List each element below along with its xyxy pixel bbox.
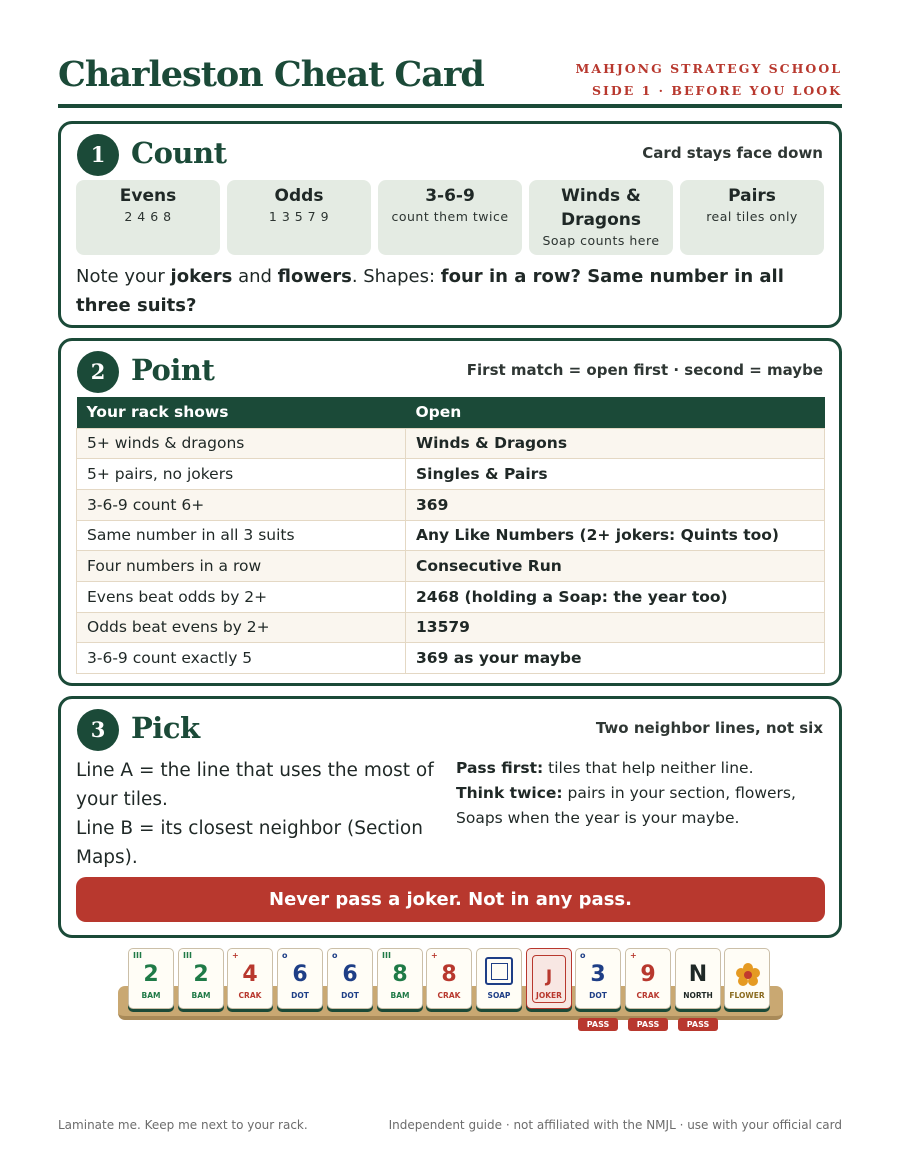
line-a-definition: Line A = the line that uses the most of your tiles.: [76, 760, 434, 810]
think-twice-rule: [456, 781, 826, 831]
suit-mark-icon: +: [630, 951, 637, 960]
mahjong-tile: [377, 948, 423, 1009]
rack-condition: Four numbers in a row: [77, 551, 406, 582]
open-line: 369: [406, 489, 825, 520]
tip-text: . Shapes:: [351, 266, 441, 287]
tile-suit-label: BAM: [390, 991, 410, 1000]
suit-mark-icon: o: [282, 951, 288, 960]
page-title: Charleston Cheat Card: [58, 54, 484, 95]
tile-glyph: N: [688, 962, 708, 987]
tile-suit-label: BAM: [141, 991, 161, 1000]
section-note: First match = open first · second = maybe: [466, 361, 823, 379]
table-row: [77, 489, 825, 520]
tile-suit-label: SOAP: [487, 991, 511, 1000]
tile-glyph: 4: [242, 962, 258, 987]
category-title: 3-6-9: [425, 186, 475, 206]
rack-condition: Evens beat odds by 2+: [77, 581, 406, 612]
tile-suit-label: FLOWER: [729, 991, 765, 1000]
category-title: Winds &: [561, 186, 641, 206]
tile-suit-label: DOT: [291, 991, 309, 1000]
count-section: [58, 121, 842, 328]
open-line: 2468 (holding a Soap: the year too): [406, 581, 825, 612]
point-section: [58, 338, 842, 686]
suit-mark-icon: III: [382, 951, 391, 960]
open-line: Singles & Pairs: [406, 459, 825, 490]
category-title: Evens: [119, 186, 177, 206]
rule-text: tiles that help neither line.: [543, 759, 754, 777]
section-title: Point: [131, 353, 215, 387]
section-note: Card stays face down: [642, 144, 823, 162]
rule-text: pairs in your section, flowers, Soaps when the year is your maybe.: [456, 784, 796, 827]
mahjong-tile: [277, 948, 323, 1009]
suit-mark-icon: +: [232, 951, 239, 960]
header-rule: [58, 104, 842, 108]
suit-mark-icon: o: [580, 951, 586, 960]
tip-text: Note your: [76, 266, 171, 287]
table-row: [77, 581, 825, 612]
mahjong-tile: [675, 948, 721, 1009]
line-b-definition: Line B = its closest neighbor (Section Maps).: [76, 818, 423, 868]
table-row: [77, 428, 825, 459]
table-row: [77, 643, 825, 674]
tip-bold: four in a row? Same number in all three suits?: [76, 266, 784, 316]
tile-glyph: 2: [193, 962, 209, 987]
rack-condition: Odds beat evens by 2+: [77, 612, 406, 643]
count-categories: [76, 180, 824, 255]
mahjong-tile: [128, 948, 174, 1009]
mahjong-tile: [227, 948, 273, 1009]
column-header: Open: [406, 397, 825, 428]
line-definitions: [76, 756, 436, 872]
tile-glyph: 6: [292, 962, 308, 987]
mahjong-tile: [526, 948, 572, 1009]
rack-condition: 3-6-9 count 6+: [77, 489, 406, 520]
footer-note: Laminate me. Keep me next to your rack.: [58, 1118, 308, 1132]
tile-glyph: 8: [441, 962, 457, 987]
pass-tag: PASS: [678, 1018, 718, 1031]
page-header: [58, 50, 842, 110]
column-header: Your rack shows: [77, 397, 406, 428]
table-row: [77, 612, 825, 643]
open-line: Any Like Numbers (2+ jokers: Quints too): [406, 520, 825, 551]
pass-first-rule: [456, 756, 826, 781]
tile-suit-label: CRAK: [437, 991, 461, 1000]
tile-suit-label: BAM: [191, 991, 211, 1000]
category-box-evens: [76, 180, 220, 255]
suit-mark-icon: +: [431, 951, 438, 960]
table-row: [77, 520, 825, 551]
count-tip: [76, 262, 836, 320]
rule-label: Pass first:: [456, 759, 544, 777]
flower-icon: [736, 963, 760, 987]
suit-mark-icon: III: [133, 951, 142, 960]
mahjong-tile: [476, 948, 522, 1009]
step-number-badge: 1: [77, 134, 119, 176]
tile-suit-label: DOT: [341, 991, 359, 1000]
tile-glyph: 3: [590, 962, 606, 987]
tile-glyph: 2: [143, 962, 159, 987]
category-box-winds-dragons: [529, 180, 673, 255]
pick-section: [58, 696, 842, 938]
mahjong-tile: [625, 948, 671, 1009]
open-line: Winds & Dragons: [406, 428, 825, 459]
open-line: Consecutive Run: [406, 551, 825, 582]
open-line: 369 as your maybe: [406, 643, 825, 674]
tile-suit-label: CRAK: [636, 991, 660, 1000]
category-box-pairs: [680, 180, 824, 255]
section-title: Count: [131, 136, 227, 170]
side-label: SIDE 1 · BEFORE YOU LOOK: [592, 83, 842, 98]
school-name: MAHJONG STRATEGY SCHOOL: [575, 61, 842, 76]
rack-condition: 5+ winds & dragons: [77, 428, 406, 459]
mahjong-tile: [327, 948, 373, 1009]
mahjong-tile: [178, 948, 224, 1009]
tile-suit-label: NORTH: [683, 991, 713, 1000]
tile-suit-label: JOKER: [536, 991, 562, 1000]
category-box-odds: [227, 180, 371, 255]
category-box-369: [378, 180, 522, 255]
tip-bold: jokers: [170, 266, 233, 287]
footer-disclaimer: Independent guide · not affiliated with the NMJL · use with your official card: [388, 1118, 842, 1132]
tile-suit-label: CRAK: [238, 991, 262, 1000]
tip-text: and: [232, 266, 278, 287]
mahjong-tile: [426, 948, 472, 1009]
tile-glyph: J: [545, 967, 553, 987]
rack-condition: Same number in all 3 suits: [77, 520, 406, 551]
open-line: 13579: [406, 612, 825, 643]
tile-glyph: 8: [392, 962, 408, 987]
category-title: Odds: [274, 186, 324, 206]
table-row: [77, 551, 825, 582]
rule-label: Think twice:: [456, 784, 563, 802]
suit-mark-icon: III: [183, 951, 192, 960]
section-title: Pick: [131, 711, 200, 745]
school-heading: [576, 58, 842, 102]
step-number-badge: 2: [77, 351, 119, 393]
tip-bold: flowers: [277, 266, 352, 287]
mahjong-tile: [724, 948, 770, 1009]
pass-tag: PASS: [578, 1018, 618, 1031]
table-row: [77, 459, 825, 490]
mahjong-tile: [575, 948, 621, 1009]
category-sub: count them twice: [391, 209, 509, 224]
tile-glyph: 9: [640, 962, 656, 987]
step-number-badge: 3: [77, 709, 119, 751]
rack-condition: 5+ pairs, no jokers: [77, 459, 406, 490]
section-note: Two neighbor lines, not six: [595, 719, 823, 737]
category-sub: Soap counts here: [542, 233, 660, 248]
category-sub: 1 3 5 7 9: [268, 209, 330, 224]
pass-tag: PASS: [628, 1018, 668, 1031]
category-title: Pairs: [728, 186, 776, 206]
tile-glyph: 6: [342, 962, 358, 987]
soap-icon: [485, 957, 513, 985]
tile-suit-label: DOT: [589, 991, 607, 1000]
joker-warning-banner: Never pass a joker. Not in any pass.: [76, 877, 825, 922]
category-title-line2: Dragons: [560, 210, 642, 230]
pass-guidance: [456, 756, 826, 831]
category-sub: 2 4 6 8: [124, 209, 172, 224]
point-table: [76, 397, 825, 674]
rack-condition: 3-6-9 count exactly 5: [77, 643, 406, 674]
category-sub: real tiles only: [706, 209, 798, 224]
suit-mark-icon: o: [332, 951, 338, 960]
table-header-row: [77, 397, 825, 428]
